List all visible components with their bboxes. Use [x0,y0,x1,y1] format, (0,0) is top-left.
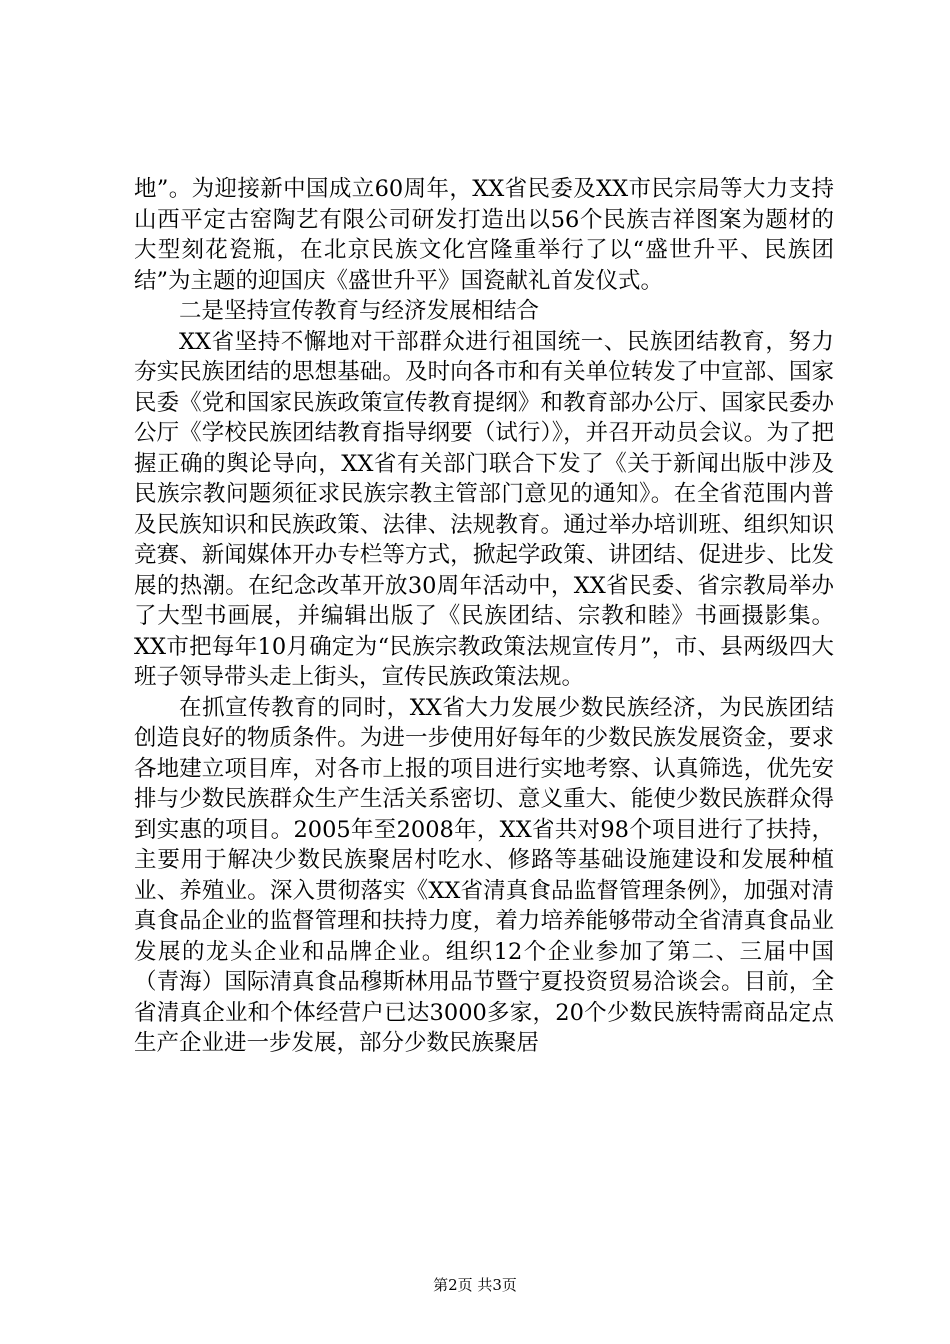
page-number-label: 第2页 共3页 [433,1276,517,1294]
page-footer [0,1275,950,1295]
document-body [134,174,834,1059]
paragraph-3: 在抓宣传教育的同时，XX省大力发展少数民族经济，为民族团结创造良好的物质条件。为进一步使用好每年的少数民族发展资金，要求各地建立项目库，对各市上报的项目进行实地考察、认真筛选，优先安排与少数民族群众生产生活关系密切、意义重大、能使少数民族群众得到实惠的项目。2005年至2008年，XX省共对98个项目进行了扶持，主要用于解决少数民族聚居村吃水、修路等基础设施建设和发展种植业、养殖业。深入贯彻落实《XX省清真食品监督管理条例》，加强对清真食品企业的监督管理和扶持力度，着力培养能够带动全省清真食品业发展的龙头企业和品牌企业。组织12个企业参加了第二、三届中国（青海）国际清真食品穆斯林用品节暨宁夏投资贸易洽谈会。目前，全省清真企业和个体经营户已达3000多家，20个少数民族特需商品定点生产企业进一步发展，部分少数民族聚居 [134,694,834,1056]
section-heading: 二是坚持宣传教育与经济发展相结合 [179,298,540,324]
paragraph-2: XX省坚持不懈地对干部群众进行祖国统一、民族团结教育，努力夯实民族团结的思想基础。及时向各市和有关单位转发了中宣部、国家民委《党和国家民族政策宣传教育提纲》和教育部办公厅、国家民委办公厅《学校民族团结教育指导纲要（试行）》，并召开动员会议。为了把握正确的舆论导向，XX省有关部门联合下发了《关于新闻出版中涉及民族宗教问题须征求民族宗教主管部门意见的通知》。在全省范围内普及民族知识和民族政策、法律、法规教育。通过举办培训班、组织知识竞赛、新闻媒体开办专栏等方式，掀起学政策、讲团结、促进步、比发展的热潮。在纪念改革开放30周年活动中，XX省民委、省宗教局举办了大型书画展，并编辑出版了《民族团结、宗教和睦》书画摄影集。XX市把每年10月确定为“民族宗教政策法规宣传月”，市、县两级四大班子领导带头走上街头，宣传民族政策法规。 [134,328,834,690]
paragraph-1: 地”。为迎接新中国成立60周年，XX省民委及XX市民宗局等大力支持山西平定古窑陶艺有限公司研发打造出以56个民族吉祥图案为题材的大型刻花瓷瓶，在北京民族文化宫隆重举行了以“盛世升平、民族团结”为主题的迎国庆《盛世升平》国瓷献礼首发仪式。 [134,176,834,294]
